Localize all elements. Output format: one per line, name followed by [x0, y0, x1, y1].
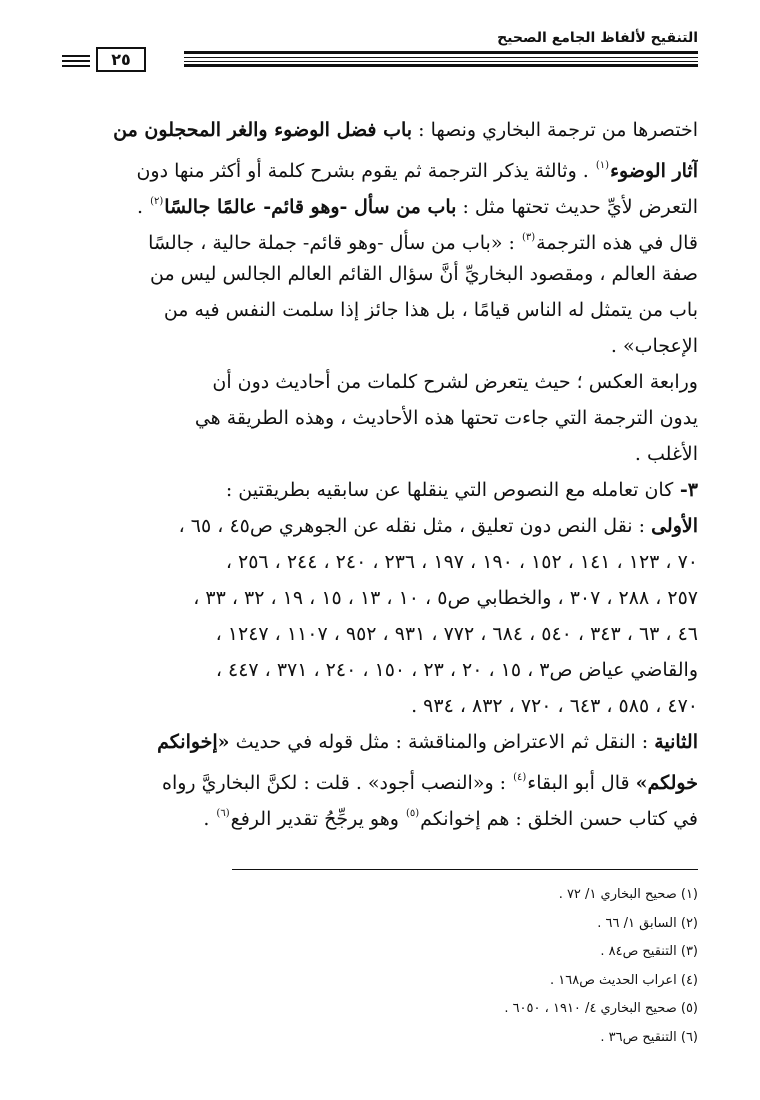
footnote-marker: (٥): [405, 808, 420, 819]
body-line: [62, 256, 698, 292]
text-run: ٧٠ ، ١٢٣ ، ١٤١ ، ١٥٢ ، ١٩٠ ، ١٩٧ ، ٢٣٦ ، ٢٤٠ ، ٢٤٤ ، ٢٥٦ ،: [225, 551, 698, 573]
bold-text: الثانية: [654, 731, 698, 753]
body-line: [62, 112, 698, 148]
body-line: [62, 148, 698, 184]
text-run: الأغلب .: [634, 443, 698, 465]
text-run: يدون الترجمة التي جاءت تحتها هذه الأحاديث ، وهذه الطريقة هي: [194, 407, 698, 429]
bold-text: باب من سأل -وهو قائم- عالمًا جالسًا: [164, 196, 457, 218]
text-run: في كتاب حسن الخلق : هم إخوانكم: [420, 808, 698, 830]
text-run: ورابعة العكس ؛ حيث يتعرض لشرح كلمات من أحاديث دون أن: [212, 371, 698, 393]
text-run: : «باب من سأل -وهو قائم- جملة حالية ، جالسًا: [148, 232, 521, 254]
header-rule: [184, 49, 698, 67]
text-run: صفة العالم ، ومقصود البخاريِّ أنَّ سؤال القائم العالم الجالس ليس من: [149, 263, 698, 285]
body-line: [62, 508, 698, 544]
text-run: وهو يرجِّحُ تقدير الرفع: [230, 808, 405, 830]
footnote-item: (٢) السابق ١/ ٦٦ .: [597, 915, 698, 931]
footnote-separator: [232, 869, 698, 870]
body-line: [62, 220, 698, 256]
body-line: [62, 472, 698, 508]
text-run: : نقل النص دون تعليق ، مثل نقله عن الجوهري ص٤٥ ، ٦٥ ،: [178, 515, 652, 537]
body-line: [62, 292, 698, 328]
body-line: [62, 796, 698, 832]
text-run: ٤٧٠ ، ٥٨٥ ، ٦٤٣ ، ٧٢٠ ، ٨٣٢ ، ٩٣٤ .: [411, 695, 698, 717]
text-run: والقاضي عياض ص٣ ، ١٥ ، ٢٠ ، ٢٣ ، ١٥٠ ، ٢٤٠ ، ٣٧١ ، ٤٤٧ ،: [215, 659, 698, 681]
body-line: [62, 436, 698, 472]
body-text: [62, 112, 698, 832]
body-line: [62, 544, 698, 580]
text-run: .: [136, 196, 150, 218]
header-ornament: [62, 55, 90, 69]
bold-text: باب فضل الوضوء والغر المحجلون من: [113, 119, 413, 141]
page-number: ٢٥: [96, 47, 146, 72]
body-line: [62, 688, 698, 724]
text-run: قال أبو البقاء: [527, 772, 636, 794]
body-line: [62, 760, 698, 796]
footnote-item: (٣) التنقيح ص٨٤ .: [600, 944, 698, 959]
text-run: ٢٥٧ ، ٢٨٨ ، ٣٠٧ ، والخطابي ص٥ ، ١٠ ، ١٣ ، ١٥ ، ١٩ ، ٣٢ ، ٣٣ ،: [193, 587, 698, 609]
footnote-item: (١) صحيح البخاري ١/ ٧٢ .: [558, 887, 698, 902]
footnote-marker: (٣): [521, 232, 536, 243]
text-run: التعرض لأيِّ حديث تحتها مثل :: [456, 196, 698, 218]
text-run: .: [203, 808, 216, 830]
bold-text: آثار الوضوء: [610, 160, 698, 182]
footnote-item: (٦) التنقيح ص٣٦ .: [600, 1029, 698, 1045]
running-title: التنقيح لألفاظ الجامع الصحيح: [497, 30, 698, 46]
text-run: . وثالثة يذكر الترجمة ثم يقوم بشرح كلمة أو أكثر منها دون: [136, 160, 595, 182]
footnote-marker: (٤): [513, 772, 527, 783]
bold-text: خولكم»: [635, 772, 698, 794]
body-line: [62, 328, 698, 364]
footnote-marker: (٦): [216, 808, 230, 819]
footnote-marker: (٢): [150, 196, 164, 207]
body-line: [62, 400, 698, 436]
bold-text: الأولى: [651, 515, 698, 537]
text-run: اختصرها من ترجمة البخاري ونصها :: [412, 119, 698, 141]
footnotes: [198, 881, 698, 1052]
body-line: [62, 580, 698, 616]
footnote-marker: (١): [595, 160, 610, 171]
bold-text: «إخوانكم: [157, 731, 230, 753]
body-line: [62, 724, 698, 760]
text-run: باب من يتمثل له الناس قيامًا ، بل هذا جائز إذا سلمت النفس فيه من: [163, 299, 698, 321]
body-line: [62, 184, 698, 220]
bold-text: ٣-: [673, 479, 698, 501]
text-run: الإعجاب» .: [610, 335, 698, 357]
footnote-item: (٤) اعراب الحديث ص١٦٨ .: [549, 972, 698, 988]
text-run: : و«النصب أجود» . قلت : لكنَّ البخاريَّ رواه: [161, 772, 513, 794]
text-run: ٤٦ ، ٦٣ ، ٣٤٣ ، ٥٤٠ ، ٦٨٤ ، ٧٧٢ ، ٩٣١ ، ٩٥٢ ، ١١٠٧ ، ١٢٤٧ ،: [215, 623, 698, 645]
body-line: [62, 652, 698, 688]
text-run: كان تعامله مع النصوص التي ينقلها عن سابقيه بطريقتين :: [225, 479, 674, 501]
body-line: [62, 364, 698, 400]
footnote-item: (٥) صحيح البخاري ٤/ ١٩١٠ ، ٦٠٥٠ .: [504, 1001, 698, 1016]
text-run: : النقل ثم الاعتراض والمناقشة : مثل قوله في حديث: [229, 731, 655, 753]
body-line: [62, 616, 698, 652]
text-run: قال في هذه الترجمة: [536, 232, 698, 254]
